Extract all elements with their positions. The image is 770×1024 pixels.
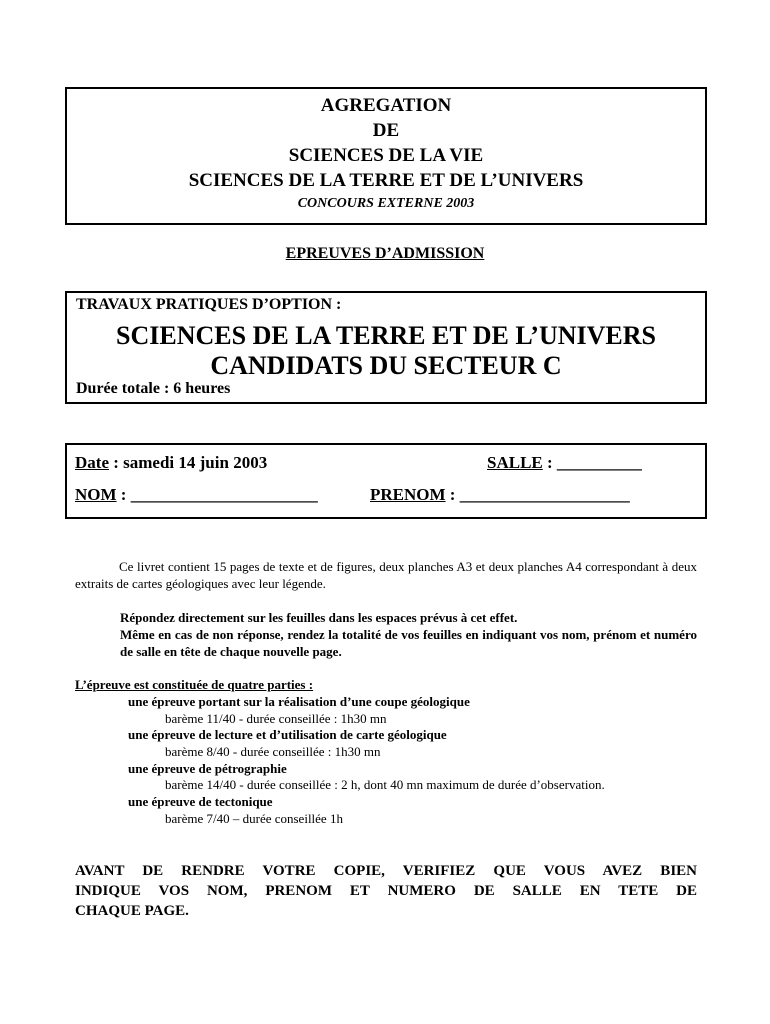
final-line-3: CHAQUE PAGE. xyxy=(75,903,189,919)
instructions xyxy=(120,609,697,660)
part-bareme-1: barème 11/40 - durée conseillée : 1h30 mn xyxy=(165,711,387,726)
concours-label: CONCOURS EXTERNE 2003 xyxy=(297,196,475,211)
option-title-2: CANDIDATS DU SECTEUR C xyxy=(210,351,562,380)
title-agregation: AGREGATION xyxy=(320,95,452,116)
option-box xyxy=(65,291,707,404)
part-title-1: une épreuve portant sur la réalisation d’une coupe géologique xyxy=(128,694,470,709)
nom-value: : ______________________ xyxy=(116,485,318,504)
prenom-value: : ____________________ xyxy=(445,485,630,504)
candidate-box xyxy=(65,443,707,519)
date-label: Date xyxy=(75,453,109,472)
instruction-line-2: Même en cas de non réponse, rendez la totalité de vos feuilles en indiquant vos nom, prénom et numéro de salle en tête de chaque nouvelle page. xyxy=(120,627,697,659)
nom-field[interactable] xyxy=(75,485,318,505)
instruction-line-1: Répondez directement sur les feuilles dans les espaces prévus à cet effet. xyxy=(120,610,518,625)
intro-paragraph: Ce livret contient 15 pages de texte et de figures, deux planches A3 et deux planches A4 correspondant à deux extraits de cartes géologiques avec leur légende. xyxy=(75,559,697,591)
date-value: : samedi 14 juin 2003 xyxy=(108,453,268,472)
option-title-1: SCIENCES DE LA TERRE ET DE L’UNIVERS xyxy=(116,321,656,350)
part-title-3: une épreuve de pétrographie xyxy=(128,761,287,776)
part-bareme-2: barème 8/40 - durée conseillée : 1h30 mn xyxy=(165,744,381,759)
salle-label: SALLE xyxy=(487,453,543,472)
salle-field[interactable] xyxy=(487,453,642,473)
part-bareme-3: barème 14/40 - durée conseillée : 2 h, dont 40 mn maximum de durée d’observation. xyxy=(165,777,605,792)
final-warning xyxy=(75,861,697,921)
title-sciences-terre: SCIENCES DE LA TERRE ET DE L’UNIVERS xyxy=(188,170,584,191)
prenom-field[interactable] xyxy=(370,485,630,505)
part-bareme-4: barème 7/40 – durée conseillée 1h xyxy=(165,811,343,826)
final-line-1: AVANT DE RENDRE VOTRE COPIE, VERIFIEZ QUE VOUS AVEZ BIEN xyxy=(75,863,697,879)
title-box xyxy=(65,87,707,225)
part-title-4: une épreuve de tectonique xyxy=(128,794,273,809)
nom-label: NOM xyxy=(75,485,117,504)
final-line-2: INDIQUE VOS NOM, PRENOM ET NUMERO DE SALLE EN TETE DE xyxy=(75,883,697,899)
salle-value: : __________ xyxy=(542,453,642,472)
parts-heading: L’épreuve est constituée de quatre parties : xyxy=(75,677,314,692)
option-label: TRAVAUX PRATIQUES D’OPTION : xyxy=(76,296,342,313)
epreuves-heading: EPREUVES D’ADMISSION xyxy=(285,245,485,262)
date-field xyxy=(75,453,267,473)
duree-totale: Durée totale : 6 heures xyxy=(76,380,231,397)
part-title-2: une épreuve de lecture et d’utilisation de carte géologique xyxy=(128,727,447,742)
title-de: DE xyxy=(372,120,400,141)
prenom-label: PRENOM xyxy=(370,485,446,504)
title-sciences-vie: SCIENCES DE LA VIE xyxy=(288,145,484,166)
